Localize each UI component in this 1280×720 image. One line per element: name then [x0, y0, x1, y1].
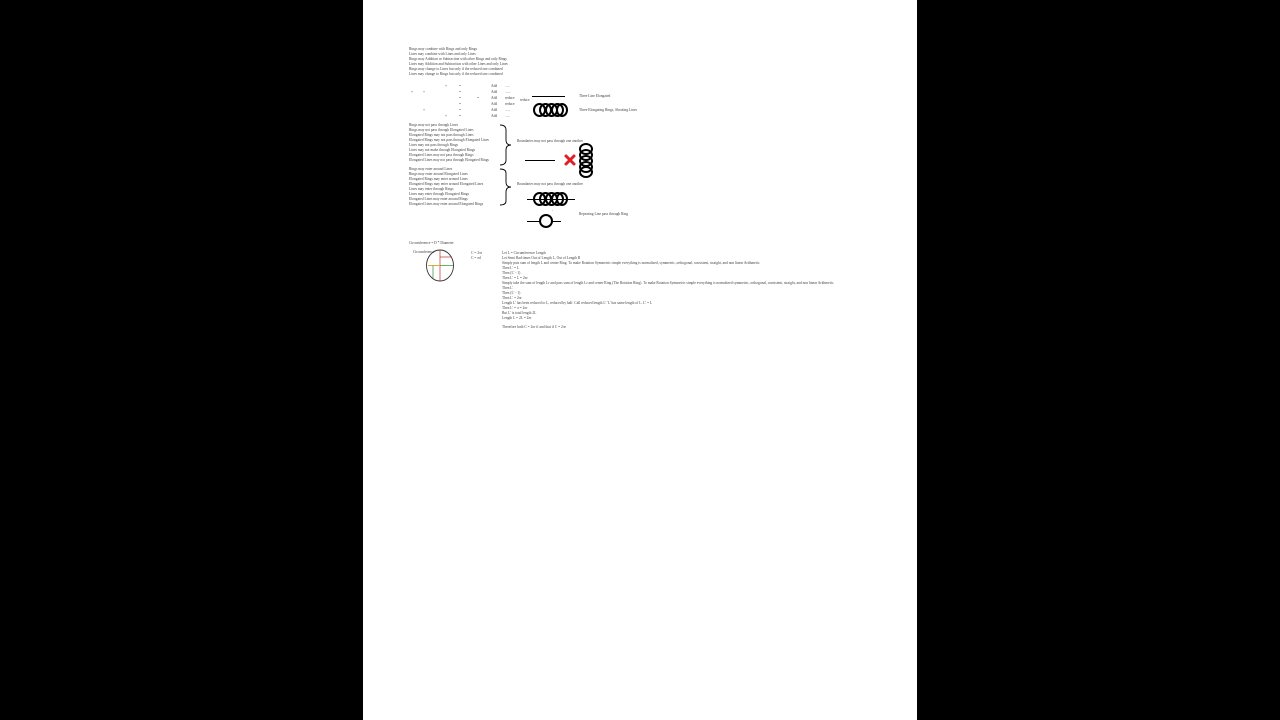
table-cell: ......: [505, 90, 511, 94]
proof-line: Length L' has been reduced to L, reduced by half. Call reduced length L' 'L' has same length of L. L' = L: [502, 301, 653, 305]
rule-line: Elongated Rings may enter around Lines: [409, 177, 468, 181]
proof-line: Simply take the sum of length Lr and pass sum of length Lr and center Ring (The Rotation Ring). To make Rotation Symmetric simple everything is normalized symmetric, orthogonal, consistent, straight, and non linear Arithmetic.: [502, 281, 835, 285]
circumference-label: Circumference: [413, 250, 435, 254]
table-cell: .....: [505, 84, 510, 88]
rule-line: Elongated Lines may enter around Elongated Rings: [409, 202, 484, 206]
proof-line: Then L' = 2πr: [502, 296, 522, 300]
brace-icon: [499, 124, 513, 166]
table-cell: reduce: [505, 96, 515, 100]
rule-line: Lines may enter through Rings: [409, 187, 454, 191]
rule-line: Rings may combine with Rings and only Rings: [409, 47, 477, 51]
table-cell: Add: [491, 108, 498, 112]
table-cell: +: [445, 114, 448, 118]
proof-line: Then (L' - 1): [502, 291, 521, 295]
table-cell: .....: [505, 114, 510, 118]
table-cell: Add: [491, 102, 498, 106]
rule-line: Lines may change to Rings but only if the reduced one combined: [409, 72, 503, 76]
rule-line: Elongated Lines may not pass through Rings: [409, 153, 474, 157]
line-shape: [525, 160, 555, 161]
proof-line: Then L' = π = 2πr: [502, 306, 528, 310]
rule-line: Lines may combine with Lines and only Lines: [409, 52, 476, 56]
reduce-label: reduce: [520, 98, 530, 102]
table-cell: Add: [491, 96, 498, 100]
rule-line: Elongated Lines may not pass through Elongated Rings: [409, 158, 489, 162]
table-cell: reduce: [505, 102, 515, 106]
proof-line: Then L' = L: [502, 266, 520, 270]
equation-2: C = πd: [471, 256, 481, 260]
rules-intro: [409, 47, 508, 77]
proof-line: Length L = 2L = 2πr: [502, 316, 532, 320]
rule-line: Lines may enter through Elongated Rings: [409, 192, 469, 196]
rule-line: Rings may not pass through Lines: [409, 123, 459, 127]
table-cell: =: [477, 96, 480, 100]
table-cell: =: [459, 84, 462, 88]
rule-line: Elongated Rings may not pass through Lines: [409, 133, 474, 137]
three-lines-label: Three Line Elongated: [579, 94, 611, 98]
no-pass-label-2: Boundaries may not pass through one another: [517, 182, 583, 186]
rule-line: Elongated Rings may not pass through Elongated Lines: [409, 138, 489, 142]
proof-line: But L' is total length 2L: [502, 311, 537, 315]
table-cell: +: [445, 84, 448, 88]
table-cell: =: [459, 102, 462, 106]
rule-line: Rings may Addition or Subtraction with other Rings and only Rings: [409, 57, 507, 61]
three-rings-group: [533, 102, 569, 118]
table-cell: +: [423, 90, 426, 94]
table-cell: =: [459, 114, 462, 118]
table-cell: Add: [491, 114, 498, 118]
tick-mark: ': [552, 210, 553, 214]
proof-line: Then L' = L = 2πr: [502, 276, 528, 280]
rings-on-line-group: [533, 191, 569, 207]
table-cell: Add: [491, 84, 498, 88]
rule-line: Lines may not pass through Rings: [409, 143, 459, 147]
rule-line: Rings may enter around Elongated Lines: [409, 172, 468, 176]
document-page: [363, 0, 917, 720]
table-cell: ......: [505, 108, 511, 112]
table-cell: =: [459, 90, 462, 94]
rule-line: Rings may enter around Lines: [409, 167, 453, 171]
proof-line: Let Semi Rad times Out of Length L, Out of Length R: [502, 256, 581, 260]
proof-line: Simply puts sum of length L and center Ring. To make Rotation Symmetric simple everything is normalized, symmetric, orthogonal, consistent, straight, and non linear Arithmetic.: [502, 261, 761, 265]
three-rings-label: Three Elongating Rings, Shooting Lines: [579, 108, 637, 112]
line-shape: [532, 96, 565, 97]
single-ring: [539, 214, 553, 228]
rule-line: Lines may not make through Elongated Rings: [409, 148, 476, 152]
x-mark-icon: [564, 154, 576, 166]
circle-title: Circumference = D * Diameter: [409, 241, 454, 245]
equation-1: C = 2πr: [471, 251, 483, 255]
repeating-label: Repeating Line pass through Ring: [579, 212, 629, 216]
proof-line: Then L': [502, 286, 514, 290]
proof-text: [502, 251, 834, 321]
no-pass-label: Boundaries may not pass through one another: [517, 139, 583, 143]
stacked-rings-group: [578, 143, 594, 179]
rule-line: Lines may Addition and Subtraction with other Lines and only Lines: [409, 62, 508, 66]
operation-table: [411, 84, 531, 120]
table-cell: =: [459, 108, 462, 112]
rule-line: Elongated Lines may enter around Rings: [409, 197, 468, 201]
rules-block-2: [409, 123, 489, 163]
rule-line: Rings may not pass through Elongated Lines: [409, 128, 474, 132]
rule-line: Elongated Rings may enter around Elongated Lines: [409, 182, 484, 186]
brace-icon: [499, 168, 513, 206]
conclusion: Therefore both C = 2πr if and that if C = 2πr: [502, 325, 566, 329]
table-cell: +: [423, 108, 426, 112]
rules-block-3: [409, 167, 483, 207]
circle-diagram: [425, 249, 455, 282]
rule-line: Rings may change to Lines but only if the reduced one combined: [409, 67, 503, 71]
proof-line: Let L = Circumference Length: [502, 251, 547, 255]
table-cell: +: [411, 90, 414, 94]
table-cell: Add: [491, 90, 498, 94]
table-cell: =: [459, 96, 462, 100]
proof-line: Then (L' - 1): [502, 271, 521, 275]
